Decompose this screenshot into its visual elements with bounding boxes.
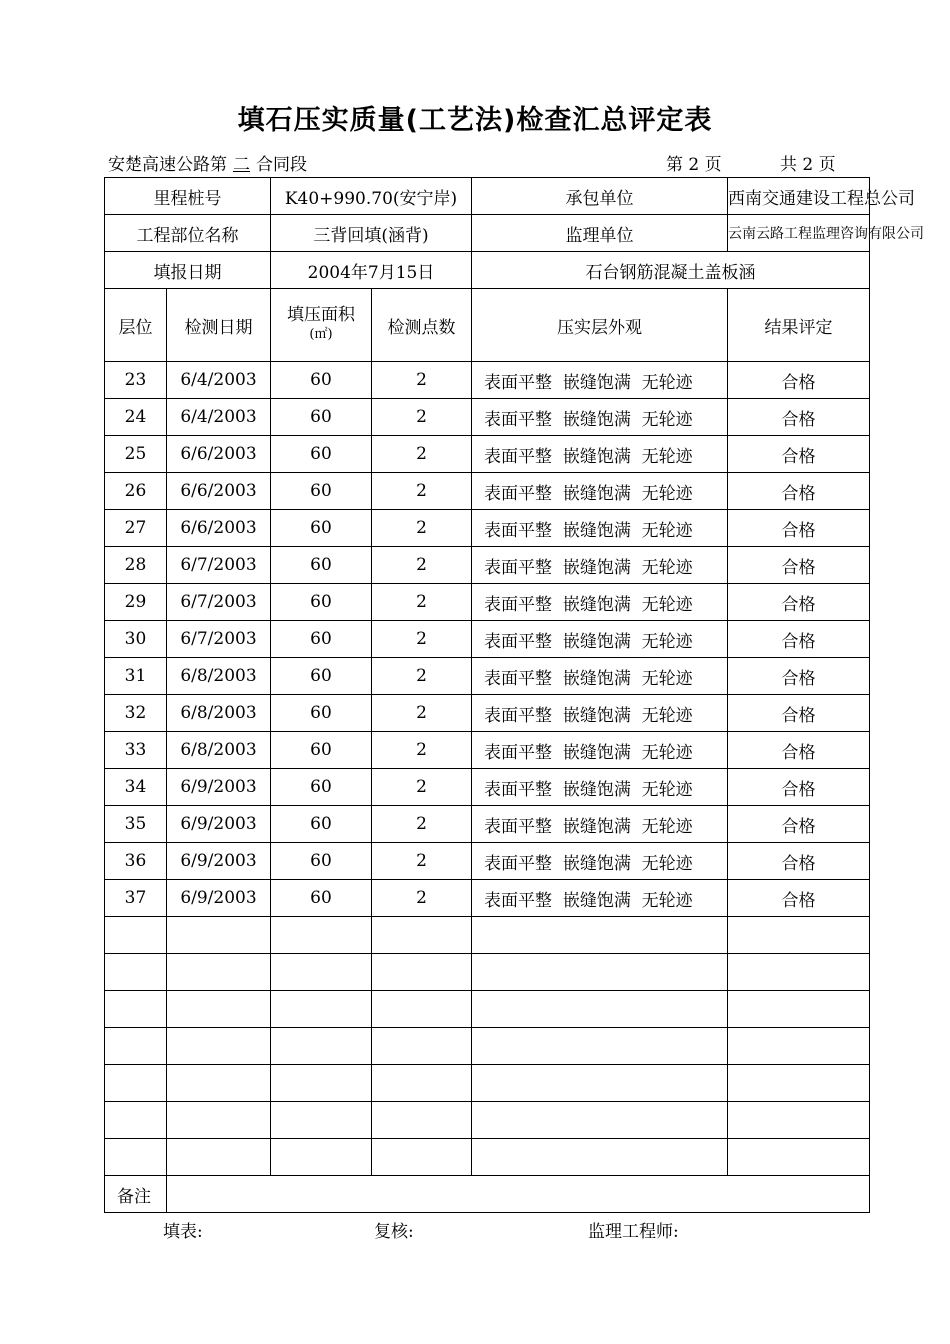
table-row [105, 843, 870, 880]
cell-appearance: 表面平整 嵌缝饱满 无轮迹 [472, 732, 728, 769]
cell-points: 2 [372, 843, 472, 880]
col-date: 检测日期 [167, 289, 271, 362]
cell-date: 6/9/2003 [167, 880, 271, 917]
info-row-date [105, 252, 870, 289]
cell-points: 2 [372, 621, 472, 658]
table-row [105, 547, 870, 584]
cell-appearance: 表面平整 嵌缝饱满 无轮迹 [472, 843, 728, 880]
blank-cell-result [728, 954, 870, 991]
blank-cell-result [728, 1065, 870, 1102]
cell-date: 6/6/2003 [167, 510, 271, 547]
col-points: 检测点数 [372, 289, 472, 362]
cell-layer: 28 [105, 547, 167, 584]
blank-row [105, 1065, 870, 1102]
cell-result: 合格 [728, 695, 870, 732]
cell-layer: 29 [105, 584, 167, 621]
blank-cell-points [372, 1102, 472, 1139]
blank-cell-points [372, 1139, 472, 1176]
cell-date: 6/4/2003 [167, 362, 271, 399]
table-row [105, 473, 870, 510]
blank-cell-date [167, 1028, 271, 1065]
cell-result: 合格 [728, 473, 870, 510]
blank-cell-layer [105, 1028, 167, 1065]
cell-date: 6/9/2003 [167, 843, 271, 880]
cell-layer: 24 [105, 399, 167, 436]
blank-cell-area [271, 1028, 372, 1065]
cell-layer: 36 [105, 843, 167, 880]
date-label: 填报日期 [105, 252, 271, 289]
col-area-unit: (㎡) [309, 327, 333, 342]
cell-area: 60 [271, 695, 372, 732]
cell-points: 2 [372, 732, 472, 769]
table-row [105, 621, 870, 658]
cell-appearance: 表面平整 嵌缝饱满 无轮迹 [472, 621, 728, 658]
blank-cell-result [728, 1028, 870, 1065]
page-total: 共 2 页 [780, 155, 836, 175]
info-row-part [105, 215, 870, 252]
cell-area: 60 [271, 843, 372, 880]
cell-appearance: 表面平整 嵌缝饱满 无轮迹 [472, 473, 728, 510]
blank-cell-date [167, 991, 271, 1028]
table-row [105, 362, 870, 399]
station-label: 里程桩号 [105, 178, 271, 215]
cell-area: 60 [271, 510, 372, 547]
cell-date: 6/7/2003 [167, 547, 271, 584]
cell-result: 合格 [728, 806, 870, 843]
cell-layer: 30 [105, 621, 167, 658]
cell-layer: 31 [105, 658, 167, 695]
cell-date: 6/6/2003 [167, 473, 271, 510]
table-row [105, 658, 870, 695]
table-row [105, 436, 870, 473]
blank-cell-layer [105, 991, 167, 1028]
cell-result: 合格 [728, 436, 870, 473]
cell-date: 6/9/2003 [167, 769, 271, 806]
cell-points: 2 [372, 880, 472, 917]
blank-row [105, 1102, 870, 1139]
cell-date: 6/8/2003 [167, 695, 271, 732]
blank-cell-appearance [472, 954, 728, 991]
blank-cell-date [167, 1102, 271, 1139]
blank-cell-appearance [472, 1065, 728, 1102]
blank-cell-points [372, 954, 472, 991]
page-current: 第 2 页 [666, 155, 722, 175]
blank-cell-appearance [472, 991, 728, 1028]
table-row [105, 732, 870, 769]
contractor-label: 承包单位 [472, 178, 728, 215]
cell-area: 60 [271, 584, 372, 621]
blank-row [105, 1028, 870, 1065]
cell-layer: 26 [105, 473, 167, 510]
cell-layer: 37 [105, 880, 167, 917]
cell-points: 2 [372, 584, 472, 621]
blank-cell-area [271, 1102, 372, 1139]
table-row [105, 695, 870, 732]
cell-appearance: 表面平整 嵌缝饱满 无轮迹 [472, 880, 728, 917]
cell-points: 2 [372, 510, 472, 547]
cell-layer: 35 [105, 806, 167, 843]
cell-result: 合格 [728, 621, 870, 658]
cell-result: 合格 [728, 843, 870, 880]
cell-result: 合格 [728, 880, 870, 917]
cell-area: 60 [271, 473, 372, 510]
table-row [105, 806, 870, 843]
blank-cell-points [372, 1028, 472, 1065]
blank-cell-date [167, 954, 271, 991]
blank-cell-area [271, 1139, 372, 1176]
notes-row [105, 1176, 870, 1213]
blank-cell-points [372, 1065, 472, 1102]
col-area [271, 289, 372, 362]
cell-date: 6/4/2003 [167, 399, 271, 436]
cell-date: 6/7/2003 [167, 584, 271, 621]
cell-appearance: 表面平整 嵌缝饱满 无轮迹 [472, 584, 728, 621]
cell-points: 2 [372, 362, 472, 399]
blank-cell-layer [105, 954, 167, 991]
contractor-value: 西南交通建设工程总公司 [728, 178, 870, 215]
part-label: 工程部位名称 [105, 215, 271, 252]
cell-layer: 32 [105, 695, 167, 732]
cell-area: 60 [271, 880, 372, 917]
cell-appearance: 表面平整 嵌缝饱满 无轮迹 [472, 510, 728, 547]
cell-date: 6/6/2003 [167, 436, 271, 473]
blank-cell-result [728, 1139, 870, 1176]
col-area-label: 填压面积 [287, 305, 355, 325]
cell-date: 6/9/2003 [167, 806, 271, 843]
table-row [105, 510, 870, 547]
cell-layer: 27 [105, 510, 167, 547]
cell-result: 合格 [728, 510, 870, 547]
cell-area: 60 [271, 658, 372, 695]
cell-result: 合格 [728, 658, 870, 695]
cell-area: 60 [271, 769, 372, 806]
cell-points: 2 [372, 436, 472, 473]
blank-cell-layer [105, 1102, 167, 1139]
cell-appearance: 表面平整 嵌缝饱满 无轮迹 [472, 399, 728, 436]
table-row [105, 880, 870, 917]
blank-cell-date [167, 1139, 271, 1176]
part-value: 三背回填(涵背) [271, 215, 472, 252]
blank-cell-points [372, 917, 472, 954]
cell-layer: 23 [105, 362, 167, 399]
structure-value: 石台钢筋混凝土盖板涵 [472, 252, 870, 289]
blank-cell-result [728, 1102, 870, 1139]
blank-row [105, 991, 870, 1028]
cell-points: 2 [372, 658, 472, 695]
supervisor-value: 云南云路工程监理咨询有限公司 [728, 215, 870, 252]
cell-result: 合格 [728, 732, 870, 769]
form-title: 填石压实质量(工艺法)检查汇总评定表 [237, 105, 713, 136]
cell-points: 2 [372, 399, 472, 436]
cell-points: 2 [372, 769, 472, 806]
blank-cell-points [372, 991, 472, 1028]
cell-area: 60 [271, 399, 372, 436]
cell-date: 6/8/2003 [167, 658, 271, 695]
cell-result: 合格 [728, 399, 870, 436]
contract-prefix: 安楚高速公路第 [108, 155, 227, 175]
cell-appearance: 表面平整 嵌缝饱满 无轮迹 [472, 547, 728, 584]
blank-cell-area [271, 991, 372, 1028]
station-value: K40+990.70(安宁岸) [271, 178, 472, 215]
table-row [105, 769, 870, 806]
filled-by-label: 填表: [163, 1222, 203, 1242]
cell-appearance: 表面平整 嵌缝饱满 无轮迹 [472, 658, 728, 695]
cell-area: 60 [271, 436, 372, 473]
blank-cell-appearance [472, 1139, 728, 1176]
blank-row [105, 954, 870, 991]
reviewed-by-label: 复核: [374, 1222, 414, 1242]
cell-appearance: 表面平整 嵌缝饱满 无轮迹 [472, 695, 728, 732]
cell-result: 合格 [728, 769, 870, 806]
col-layer: 层位 [105, 289, 167, 362]
info-row-station [105, 178, 870, 215]
blank-cell-layer [105, 917, 167, 954]
engineer-label: 监理工程师: [588, 1222, 679, 1242]
table-row [105, 584, 870, 621]
blank-cell-date [167, 917, 271, 954]
cell-points: 2 [372, 473, 472, 510]
col-result: 结果评定 [728, 289, 870, 362]
blank-cell-layer [105, 1065, 167, 1102]
cell-area: 60 [271, 547, 372, 584]
blank-row [105, 917, 870, 954]
cell-appearance: 表面平整 嵌缝饱满 无轮迹 [472, 769, 728, 806]
cell-result: 合格 [728, 584, 870, 621]
date-value: 2004年7月15日 [271, 252, 472, 289]
cell-points: 2 [372, 547, 472, 584]
blank-cell-appearance [472, 1028, 728, 1065]
cell-points: 2 [372, 695, 472, 732]
supervisor-label: 监理单位 [472, 215, 728, 252]
blank-cell-layer [105, 1139, 167, 1176]
notes-value [167, 1176, 870, 1213]
inspection-table [104, 177, 925, 1213]
cell-area: 60 [271, 732, 372, 769]
notes-label: 备注 [105, 1176, 167, 1213]
blank-cell-result [728, 917, 870, 954]
blank-cell-result [728, 991, 870, 1028]
table-row [105, 399, 870, 436]
column-header-row [105, 289, 870, 362]
cell-appearance: 表面平整 嵌缝饱满 无轮迹 [472, 362, 728, 399]
cell-appearance: 表面平整 嵌缝饱满 无轮迹 [472, 436, 728, 473]
contract-section-number: 二 [233, 155, 250, 175]
cell-layer: 25 [105, 436, 167, 473]
cell-date: 6/7/2003 [167, 621, 271, 658]
blank-cell-area [271, 954, 372, 991]
contract-section [108, 150, 307, 175]
cell-result: 合格 [728, 362, 870, 399]
blank-cell-appearance [472, 1102, 728, 1139]
cell-area: 60 [271, 362, 372, 399]
blank-cell-area [271, 917, 372, 954]
cell-points: 2 [372, 806, 472, 843]
blank-cell-date [167, 1065, 271, 1102]
blank-cell-area [271, 1065, 372, 1102]
cell-area: 60 [271, 806, 372, 843]
blank-cell-appearance [472, 917, 728, 954]
cell-layer: 34 [105, 769, 167, 806]
cell-area: 60 [271, 621, 372, 658]
col-appearance: 压实层外观 [472, 289, 728, 362]
cell-appearance: 表面平整 嵌缝饱满 无轮迹 [472, 806, 728, 843]
cell-result: 合格 [728, 547, 870, 584]
cell-date: 6/8/2003 [167, 732, 271, 769]
cell-layer: 33 [105, 732, 167, 769]
contract-suffix: 合同段 [256, 155, 307, 175]
blank-row [105, 1139, 870, 1176]
